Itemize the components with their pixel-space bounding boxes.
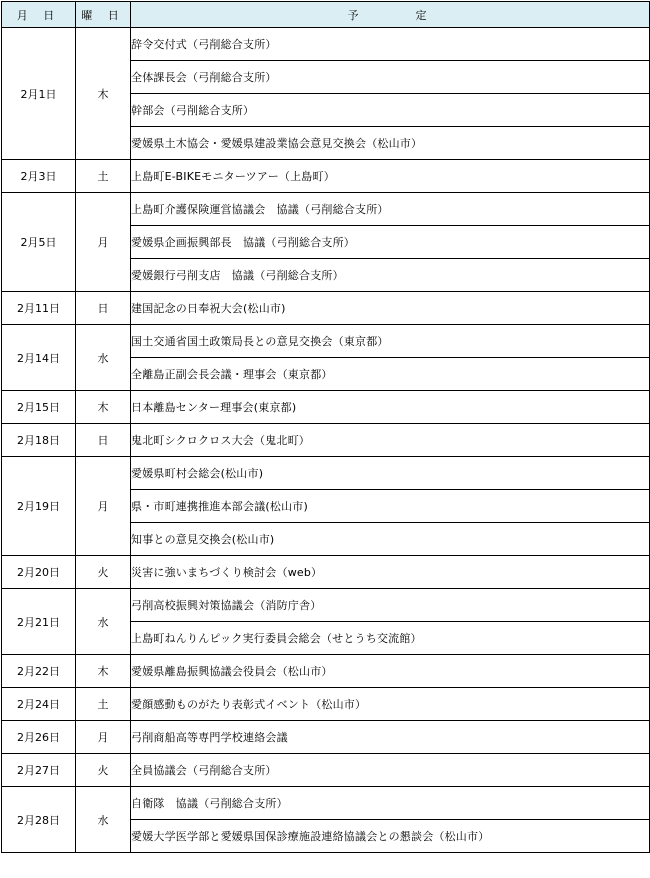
date-cell: 2月24日 [2, 688, 76, 721]
schedule-body [2, 28, 650, 853]
header-plan: 予 定 [131, 2, 650, 28]
event-text: 県・市町連携推進本部会議(松山市) [131, 500, 308, 513]
event-cell [131, 622, 650, 655]
event-text: 愛媛銀行弓削支店 協議（弓削総合支所） [131, 269, 344, 282]
table-row [2, 655, 650, 688]
weekday-cell: 木 [76, 28, 131, 160]
table-row [2, 787, 650, 820]
event-cell [131, 820, 650, 853]
event-text: 愛顔感動ものがたり表彰式イベント（松山市） [131, 698, 367, 711]
weekday-cell: 火 [76, 556, 131, 589]
event-text: 弓削商船高等専門学校連絡会議 [131, 731, 288, 744]
weekday-cell: 日 [76, 424, 131, 457]
event-cell [131, 787, 650, 820]
weekday-cell: 木 [76, 655, 131, 688]
event-text: 全離島正副会長会議・理事会（東京都） [131, 368, 333, 381]
date-cell: 2月21日 [2, 589, 76, 655]
event-cell [131, 94, 650, 127]
table-row [2, 688, 650, 721]
event-cell [131, 325, 650, 358]
header-row [2, 2, 650, 28]
table-row [2, 160, 650, 193]
date-cell: 2月28日 [2, 787, 76, 853]
table-row [2, 28, 650, 61]
event-cell [131, 391, 650, 424]
event-text: 愛媛県町村会総会(松山市) [131, 467, 264, 480]
table-row [2, 391, 650, 424]
event-text: 上島町介護保険運営協議会 協議（弓削総合支所） [131, 203, 389, 216]
weekday-cell: 火 [76, 754, 131, 787]
weekday-cell: 月 [76, 457, 131, 556]
date-cell: 2月11日 [2, 292, 76, 325]
event-text: 日本離島センター理事会(東京都) [131, 401, 297, 414]
event-cell [131, 193, 650, 226]
event-cell [131, 556, 650, 589]
event-text: 愛媛県土木協会・愛媛県建設業協会意見交換会（松山市） [131, 137, 423, 150]
weekday-cell: 水 [76, 325, 131, 391]
event-cell [131, 127, 650, 160]
table-row [2, 754, 650, 787]
header-weekday: 曜 日 [76, 2, 131, 28]
weekday-cell: 日 [76, 292, 131, 325]
event-cell [131, 721, 650, 754]
table-row [2, 325, 650, 358]
date-cell: 2月3日 [2, 160, 76, 193]
date-cell: 2月5日 [2, 193, 76, 292]
weekday-cell: 土 [76, 160, 131, 193]
event-text: 愛媛大学医学部と愛媛県国保診療施設連絡協議会との懇談会（松山市） [131, 830, 490, 843]
event-text: 全体課長会（弓削総合支所） [131, 71, 277, 84]
weekday-cell: 水 [76, 787, 131, 853]
table-row [2, 424, 650, 457]
event-text: 愛媛県企画振興部長 協議（弓削総合支所） [131, 236, 355, 249]
event-text: 上島町ねんりんピック実行委員会総会（せとうち交流館） [131, 632, 422, 645]
table-row [2, 589, 650, 622]
date-cell: 2月15日 [2, 391, 76, 424]
weekday-cell: 土 [76, 688, 131, 721]
date-cell: 2月18日 [2, 424, 76, 457]
table-row [2, 556, 650, 589]
event-cell [131, 589, 650, 622]
event-cell [131, 655, 650, 688]
table-row [2, 721, 650, 754]
event-cell [131, 226, 650, 259]
date-cell: 2月27日 [2, 754, 76, 787]
weekday-cell: 月 [76, 193, 131, 292]
weekday-cell: 水 [76, 589, 131, 655]
weekday-cell: 木 [76, 391, 131, 424]
event-cell [131, 160, 650, 193]
event-cell [131, 358, 650, 391]
date-cell: 2月14日 [2, 325, 76, 391]
event-text: 国土交通省国土政策局長との意見交換会（東京都） [131, 335, 389, 348]
header-date: 月 日 [2, 2, 76, 28]
table-row [2, 457, 650, 490]
schedule-table [1, 1, 650, 853]
event-text: 幹部会（弓削総合支所） [131, 104, 255, 117]
table-row [2, 292, 650, 325]
event-text: 上島町E-BIKEモニターツアー（上島町） [131, 170, 335, 183]
event-cell [131, 688, 650, 721]
event-cell [131, 490, 650, 523]
date-cell: 2月19日 [2, 457, 76, 556]
event-text: 全員協議会（弓削総合支所） [131, 764, 277, 777]
event-cell [131, 457, 650, 490]
event-cell [131, 523, 650, 556]
event-cell [131, 28, 650, 61]
event-text: 鬼北町シクロクロス大会（鬼北町） [131, 434, 310, 447]
date-cell: 2月20日 [2, 556, 76, 589]
event-text: 辞令交付式（弓削総合支所） [131, 38, 277, 51]
event-cell [131, 424, 650, 457]
weekday-cell: 月 [76, 721, 131, 754]
event-cell [131, 292, 650, 325]
event-cell [131, 61, 650, 94]
event-text: 建国記念の日奉祝大会(松山市) [131, 302, 286, 315]
date-cell: 2月22日 [2, 655, 76, 688]
event-text: 災害に強いまちづくり検討会（web） [131, 566, 323, 579]
event-cell [131, 754, 650, 787]
table-row [2, 193, 650, 226]
event-text: 弓削高校振興対策協議会（消防庁舎） [131, 599, 322, 612]
date-cell: 2月1日 [2, 28, 76, 160]
event-text: 自衛隊 協議（弓削総合支所） [131, 797, 288, 810]
event-cell [131, 259, 650, 292]
date-cell: 2月26日 [2, 721, 76, 754]
event-text: 愛媛県離島振興協議会役員会（松山市） [131, 665, 333, 678]
event-text: 知事との意見交換会(松山市) [131, 533, 275, 546]
